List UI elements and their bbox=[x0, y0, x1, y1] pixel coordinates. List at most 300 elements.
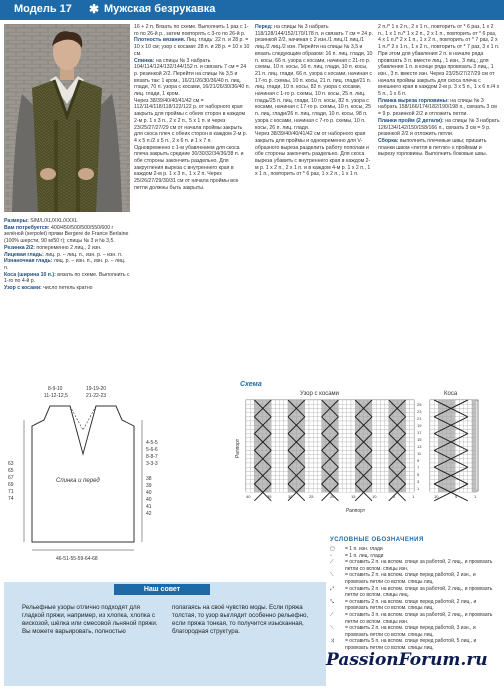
chart-cell bbox=[250, 421, 254, 425]
chart-cell bbox=[389, 476, 393, 480]
chart-cell bbox=[468, 480, 472, 484]
chart-cell bbox=[301, 442, 305, 446]
chart-cell bbox=[275, 480, 279, 484]
neck-band-paragraph: Планка выреза горловины: на спицы № 3 набрать 158/166/174/182/190/198 п., связать 3 см = 9 р. резинкой 2/2 и отложить петли. bbox=[378, 97, 497, 118]
chart-cell bbox=[292, 467, 296, 471]
chart-cell bbox=[267, 442, 271, 446]
x-tick-label: 35 bbox=[267, 494, 272, 499]
chart-cell bbox=[372, 408, 376, 412]
chart-cell bbox=[338, 438, 342, 442]
chart-cell bbox=[254, 408, 258, 412]
chart-cell bbox=[275, 450, 279, 454]
chart-cell bbox=[343, 425, 347, 429]
chart-cell bbox=[326, 446, 330, 450]
chart-cell bbox=[397, 463, 401, 467]
chart-cell bbox=[254, 459, 258, 463]
chart-cell bbox=[410, 400, 414, 404]
chart-cell bbox=[472, 446, 476, 450]
chart-cell bbox=[376, 476, 380, 480]
chart-cell bbox=[343, 471, 347, 475]
text-paragraph: Через 38/39/40/40/41/42 см = 112/114/118/118/122/122 р. от наборного края закрыть для проймы с обеих сторон в каждом 2-м р. 1 х 3 п., 2 х 2 п., 5 х 1 п. и через 23/25/27/27/29 см от начала проймы закрыть для скоса плеч с обеих сторон в каждом 2-м р. 4 х 5 п./2 х 5 п., 2 х 6 п. и 1 х 7 п. bbox=[134, 97, 248, 144]
chart-cell bbox=[338, 471, 342, 475]
chart-cell bbox=[313, 417, 317, 421]
chart-cell bbox=[430, 400, 434, 404]
chart-cell bbox=[259, 400, 263, 404]
chart-cell bbox=[347, 463, 351, 467]
reverse-stockinette-line: Изнаночная гладь: лиц. р. – изн. п., изн. р. – лиц. п. bbox=[4, 258, 126, 271]
chart-cell bbox=[313, 434, 317, 438]
chart-cell bbox=[254, 438, 258, 442]
chart-cell bbox=[393, 429, 397, 433]
chart-cell bbox=[359, 429, 363, 433]
chart-cell bbox=[330, 484, 334, 488]
x-tick-label: 5 bbox=[393, 494, 396, 499]
repeat-label-bottom: Раппорт bbox=[346, 508, 366, 514]
chart-cell bbox=[305, 459, 309, 463]
chart-cell bbox=[430, 404, 434, 408]
bottom-dim: 46-51-55-59-64-68 bbox=[56, 556, 98, 562]
left-dim: 74 bbox=[8, 496, 14, 502]
chart-cell bbox=[459, 438, 463, 442]
chart-cell bbox=[280, 484, 284, 488]
chart-cell bbox=[389, 421, 393, 425]
top-dim: 8-9-10 bbox=[48, 386, 63, 392]
chart-cell bbox=[459, 442, 463, 446]
chart-cell bbox=[322, 455, 326, 459]
chart-cell bbox=[338, 421, 342, 425]
advice-box bbox=[4, 582, 326, 686]
chart-cell bbox=[280, 400, 284, 404]
chart-cell bbox=[455, 429, 459, 433]
materials-line: Вам потребуется: 400/450/500/500/550/600 г зелёной (serpolet) пряжи Bergere de France Berlaine (100% шерсти, 90 м/50 г); спицы № 3 и № 3,5. bbox=[4, 224, 129, 245]
chart-cell bbox=[472, 471, 476, 475]
chart-cell bbox=[305, 438, 309, 442]
chart-cell bbox=[250, 471, 254, 475]
chart-cell bbox=[343, 488, 347, 492]
chart-cell bbox=[296, 480, 300, 484]
chart-cell bbox=[359, 467, 363, 471]
chart-cell bbox=[410, 446, 414, 450]
chart-cell bbox=[305, 434, 309, 438]
legend-item: ⤡ = оставить 2 п. на вспом. спице перед работой, 2 лиц., и провязать петли со вспом. спицы лиц. bbox=[330, 598, 477, 612]
chart-cell bbox=[472, 459, 476, 463]
chart-cell bbox=[267, 455, 271, 459]
chart-cell bbox=[292, 480, 296, 484]
chart-cell bbox=[250, 484, 254, 488]
chart-cell bbox=[347, 450, 351, 454]
chart-cell bbox=[451, 467, 455, 471]
chart-cell bbox=[305, 421, 309, 425]
text-paragraph: 2 п./* 1 х 2 п., 2 х 1 п., повторить от * 6 раз, 1 х 2 п., 1 х 1 п./* 1 х 2 п., 2 х 1 п., повторить от * 6 раз, 4 х 1 п./* 2 х 1 п., 1 х 2 п., повторить от * 7 раз, 2 х 1 п./* 2 х 1 п., 1 х 2 п., повторить от * 7 раз, 3 х 1 п. bbox=[378, 24, 500, 51]
chart-cell bbox=[406, 480, 410, 484]
chart-cell bbox=[313, 438, 317, 442]
chart-cell bbox=[372, 425, 376, 429]
chart-cell bbox=[301, 455, 305, 459]
chart-cell bbox=[430, 408, 434, 412]
chart-cell bbox=[280, 455, 284, 459]
chart-cell bbox=[305, 417, 309, 421]
chart-cell bbox=[313, 484, 317, 488]
chart-cell bbox=[347, 484, 351, 488]
chart-cell bbox=[317, 471, 321, 475]
chart-cell bbox=[406, 429, 410, 433]
chart-cell bbox=[468, 400, 472, 404]
chart-cell bbox=[267, 404, 271, 408]
chart-cell bbox=[292, 413, 296, 417]
chart-cell bbox=[246, 425, 250, 429]
chart-cell bbox=[334, 438, 338, 442]
chart-cell bbox=[292, 446, 296, 450]
chart-cell bbox=[359, 417, 363, 421]
x-tick-label: 1 bbox=[474, 494, 477, 499]
chart-cell bbox=[468, 442, 472, 446]
garment-pattern-diagram bbox=[4, 380, 236, 586]
chart-cell bbox=[334, 421, 338, 425]
chart-cell bbox=[451, 417, 455, 421]
chart-cell bbox=[343, 476, 347, 480]
chart-cell bbox=[271, 471, 275, 475]
chart-cell bbox=[250, 476, 254, 480]
chart-cell bbox=[301, 404, 305, 408]
chart-cell bbox=[455, 446, 459, 450]
chart-cell bbox=[459, 408, 463, 412]
chart-cell bbox=[430, 471, 434, 475]
chart-cell bbox=[305, 450, 309, 454]
chart-cell bbox=[351, 459, 355, 463]
chart-cell bbox=[317, 480, 321, 484]
chart-cell bbox=[472, 421, 476, 425]
chart-cell bbox=[455, 467, 459, 471]
chart-cell bbox=[434, 459, 438, 463]
x-tick-label: 10 bbox=[434, 494, 439, 499]
chart-cell bbox=[393, 463, 397, 467]
top-dim: 21-22-23 bbox=[86, 393, 107, 399]
chart-cell bbox=[313, 404, 317, 408]
chart-cell bbox=[351, 438, 355, 442]
chart-cell bbox=[313, 467, 317, 471]
chart-cell bbox=[430, 467, 434, 471]
chart-cell bbox=[376, 408, 380, 412]
chart-cell bbox=[254, 471, 258, 475]
chart-cell bbox=[406, 476, 410, 480]
chart-cell bbox=[410, 476, 414, 480]
chart-cell bbox=[472, 429, 476, 433]
chart-cell bbox=[347, 467, 351, 471]
y-tick-label: 21 bbox=[417, 416, 422, 421]
chart-cell bbox=[301, 476, 305, 480]
chart-cell bbox=[355, 488, 359, 492]
chart-cell bbox=[347, 446, 351, 450]
chart-cell bbox=[322, 425, 326, 429]
back-paragraph: Спинка: на спицы № 3 набрать 104/114/124/132/144/152 п. и связать 7 см = 24 р. резинкой 2/2. Перейти на спицы № 3,5 и вязать так: 1 кром., 16/21/26/30/36/40 п. лиц. глади, 70 п. узора с косами, 16/21/26/30/36/40 п. лиц. глади, 1 кром. bbox=[134, 57, 251, 98]
chart-cell bbox=[284, 421, 288, 425]
chart-cell bbox=[246, 417, 250, 421]
chart-cell bbox=[338, 480, 342, 484]
chart-cell bbox=[451, 429, 455, 433]
chart-cell bbox=[347, 429, 351, 433]
chart-cell bbox=[271, 429, 275, 433]
chart-cell bbox=[372, 434, 376, 438]
chart-cell bbox=[380, 476, 384, 480]
chart-cell bbox=[347, 408, 351, 412]
chart-cell bbox=[380, 484, 384, 488]
chart-cell bbox=[334, 425, 338, 429]
chart-cell bbox=[380, 442, 384, 446]
chart-cell bbox=[275, 404, 279, 408]
chart-cell bbox=[309, 455, 313, 459]
chart-cell bbox=[410, 438, 414, 442]
chart-cell bbox=[305, 476, 309, 480]
chart-cell bbox=[372, 446, 376, 450]
chart-cell bbox=[263, 417, 267, 421]
chart-cell bbox=[284, 463, 288, 467]
chart-cell bbox=[296, 446, 300, 450]
chart-cell bbox=[372, 450, 376, 454]
chart-cell bbox=[330, 400, 334, 404]
chart-cell bbox=[468, 446, 472, 450]
chart-cell bbox=[380, 425, 384, 429]
chart-cell bbox=[326, 467, 330, 471]
chart-cell bbox=[372, 471, 376, 475]
chart-cell bbox=[376, 484, 380, 488]
chart-cell bbox=[472, 488, 476, 492]
chart-cell bbox=[317, 417, 321, 421]
chart-cell bbox=[313, 413, 317, 417]
chart-cell bbox=[472, 413, 476, 417]
chart-cell bbox=[280, 413, 284, 417]
chart-cell bbox=[389, 404, 393, 408]
chart-cell bbox=[468, 476, 472, 480]
chart-cell bbox=[464, 476, 468, 480]
left-dim: 67 bbox=[8, 475, 14, 481]
chart-cell bbox=[288, 476, 292, 480]
chart-cell bbox=[380, 471, 384, 475]
chart-cell bbox=[359, 484, 363, 488]
chart-cell bbox=[322, 459, 326, 463]
advice-text-right: полагаясь на своё чувство моды. Если пряжа толстая, то узор выглядит особенно рельефно, если пряжа тонкая, то получится изысканная, благородная структура. bbox=[172, 604, 309, 635]
rib-stitch-line: Резинка 2/2: попеременно 2 лиц., 2 изн. bbox=[4, 244, 102, 251]
chart-cell bbox=[317, 484, 321, 488]
chart-cell bbox=[317, 442, 321, 446]
chart-cell bbox=[254, 442, 258, 446]
chart-cell bbox=[347, 425, 351, 429]
chart-cell bbox=[372, 438, 376, 442]
chart-cell bbox=[343, 484, 347, 488]
chart-cell bbox=[250, 434, 254, 438]
chart-cell bbox=[430, 484, 434, 488]
chart-cell bbox=[259, 446, 263, 450]
instructions-column-4 bbox=[378, 24, 500, 158]
chart-cell bbox=[246, 446, 250, 450]
chart-cell bbox=[406, 434, 410, 438]
chart-cell bbox=[246, 404, 250, 408]
chart-cell bbox=[343, 429, 347, 433]
chart-cell bbox=[284, 480, 288, 484]
chart-cell bbox=[330, 429, 334, 433]
chart-cell bbox=[468, 471, 472, 475]
chart-cell bbox=[380, 434, 384, 438]
chart-cell bbox=[259, 450, 263, 454]
chart-cell bbox=[313, 471, 317, 475]
chart-cell bbox=[292, 429, 296, 433]
chart-cell bbox=[309, 417, 313, 421]
chart-cell bbox=[305, 467, 309, 471]
chart-cell bbox=[275, 488, 279, 492]
chart-cell bbox=[284, 476, 288, 480]
right-dim: 41 bbox=[146, 504, 152, 510]
chart-cell bbox=[472, 417, 476, 421]
chart-cell bbox=[443, 434, 447, 438]
chart-cell bbox=[296, 434, 300, 438]
chart-cell bbox=[385, 421, 389, 425]
cable-left-symbol-icon: ⟍ bbox=[330, 625, 334, 632]
chart-cell bbox=[447, 480, 451, 484]
chart-cell bbox=[372, 480, 376, 484]
chart-cell bbox=[275, 467, 279, 471]
chart-cell bbox=[296, 429, 300, 433]
chart-cell bbox=[338, 404, 342, 408]
chart-cell bbox=[455, 450, 459, 454]
chart-cell bbox=[292, 434, 296, 438]
chart-cell bbox=[246, 434, 250, 438]
watermark: PassionForum.ru bbox=[326, 650, 488, 670]
chart-cell bbox=[455, 413, 459, 417]
chart-cell bbox=[430, 417, 434, 421]
chart-cell bbox=[305, 404, 309, 408]
chart-cell bbox=[468, 408, 472, 412]
chart-cell bbox=[275, 446, 279, 450]
chart-cell bbox=[376, 413, 380, 417]
chart-cell bbox=[334, 442, 338, 446]
chart-cell bbox=[443, 413, 447, 417]
chart-cell bbox=[451, 450, 455, 454]
chart-cell bbox=[351, 429, 355, 433]
chart-cell bbox=[309, 484, 313, 488]
chart-cell bbox=[263, 400, 267, 404]
chart-cell bbox=[410, 463, 414, 467]
chart-cell bbox=[406, 488, 410, 492]
text-paragraph: Одновременно с 1-м убавлением для скоса плеча закрыть средние 30/30/32/34/36/38 п. и обе стороны закончить раздельно. Для закругления выреза с внутреннего края в каждом 2-м р. 1 х 3 п., 1 х 2 п. Через 25/26/27/29/30/31 см от начала проймы все петли должны быть закрыты. bbox=[134, 144, 244, 191]
chart-cell bbox=[280, 450, 284, 454]
legend-item: ▢ = 1 п. изн. глади bbox=[330, 546, 383, 552]
chart-cell bbox=[305, 471, 309, 475]
chart-cell bbox=[464, 421, 468, 425]
chart-cell bbox=[389, 455, 393, 459]
right-dim: 42 bbox=[146, 511, 152, 517]
chart-cell bbox=[430, 413, 434, 417]
chart-cell bbox=[385, 455, 389, 459]
chart-cell bbox=[393, 400, 397, 404]
chart-cell bbox=[385, 417, 389, 421]
chart-cell bbox=[406, 459, 410, 463]
chart-cell bbox=[317, 438, 321, 442]
chart-cell bbox=[343, 450, 347, 454]
chart-cell bbox=[430, 425, 434, 429]
chart-cell bbox=[313, 459, 317, 463]
chart-cell bbox=[430, 463, 434, 467]
chart-cell bbox=[347, 480, 351, 484]
chart-cell bbox=[338, 463, 342, 467]
vest-photo-illustration bbox=[4, 24, 130, 212]
chart-cell bbox=[280, 404, 284, 408]
chart-cell bbox=[288, 455, 292, 459]
chart-cell bbox=[322, 488, 326, 492]
chart-cell bbox=[372, 413, 376, 417]
chart-cell bbox=[368, 408, 372, 412]
chart-cell bbox=[468, 413, 472, 417]
chart-cell bbox=[271, 442, 275, 446]
chart-cell bbox=[296, 484, 300, 488]
chart-cell bbox=[322, 404, 326, 408]
chart-cell bbox=[351, 450, 355, 454]
armhole-band-paragraph: Планки пройм (2 детали): на спицы № 3 набрать 126/134/142/150/158/166 п., связать 3 см = 9 р. резинкой 2/2 и отложить петли. bbox=[378, 117, 500, 138]
chart-cell bbox=[464, 455, 468, 459]
chart-cell bbox=[284, 488, 288, 492]
front-paragraph: Перед: на спицы № 3 набрать 118/128/144/152/170/178 п. и связать 7 см = 24 р. резинкой 2/2, начиная с 2 изн./1 лиц./1 лиц./1 лиц./2 лиц./2 изн. Перейти на спицы № 3,5 и вязать следующим образом: 16 п. лиц. глади, 10 п. косы, 66 п. узора с косами, начиная с 21-го р. схемы, 10 п. косы, 16 п. лиц. глади, 10 п. косы, 21 п. лиц. глади, 66 п. узора с косами, начиная с 17-го р. схемы, 10 п. косы, 21 п. лиц. глади/21 п. лиц. глади, 10 п. косы, 82 п. узора с косами, начиная с 1-го р. схемы, 10 п. косы, 25 п. лиц. гладь/25 п. лиц. глади, 10 п. косы, 82 п. узора с косами, начиная с 17-го р. схемы, 10 п. косы, 25 п. лиц. глади/26 п. лиц. глади, 10 п. косы, 98 п. узора с косами, начиная с 7-го р. схемы, 10 п. косы, 26 п. лиц. глади. bbox=[255, 24, 373, 131]
chart-cell bbox=[401, 442, 405, 446]
y-tick-label: 15 bbox=[417, 437, 422, 442]
chart-cell bbox=[372, 429, 376, 433]
chart-cell bbox=[472, 463, 476, 467]
chart-cell bbox=[317, 450, 321, 454]
chart-cell bbox=[338, 408, 342, 412]
chart-cell bbox=[368, 442, 372, 446]
chart-cell bbox=[313, 400, 317, 404]
chart-cell bbox=[288, 459, 292, 463]
chart-cell bbox=[338, 488, 342, 492]
chart-cell bbox=[254, 455, 258, 459]
chart-cell bbox=[447, 429, 451, 433]
chart-cell bbox=[246, 480, 250, 484]
chart-cell bbox=[459, 471, 463, 475]
left-dim: 65 bbox=[8, 468, 14, 474]
chart-cell bbox=[263, 484, 267, 488]
model-number: Модель 17 bbox=[14, 3, 72, 15]
chart-cell bbox=[334, 404, 338, 408]
chart-cell bbox=[410, 421, 414, 425]
chart-cell bbox=[250, 404, 254, 408]
chart-cell bbox=[309, 438, 313, 442]
y-tick-label: 9 bbox=[417, 458, 420, 463]
chart-cell bbox=[468, 488, 472, 492]
chart-cell bbox=[275, 434, 279, 438]
chart-cell bbox=[434, 442, 438, 446]
chart-cell bbox=[406, 421, 410, 425]
chart-cell bbox=[380, 438, 384, 442]
chart-cell bbox=[267, 488, 271, 492]
chart-cell bbox=[250, 417, 254, 421]
chart-cell bbox=[280, 434, 284, 438]
chart-cell bbox=[472, 438, 476, 442]
chart-cell bbox=[372, 459, 376, 463]
chart-cell bbox=[459, 421, 463, 425]
chart-cell bbox=[326, 484, 330, 488]
chart-cell bbox=[288, 421, 292, 425]
chart-cell bbox=[385, 488, 389, 492]
chart-cell bbox=[250, 446, 254, 450]
chart-cell bbox=[351, 467, 355, 471]
chart-cell bbox=[343, 467, 347, 471]
x-tick-label: 10 bbox=[372, 494, 377, 499]
chart-cell bbox=[284, 471, 288, 475]
chart-cell bbox=[434, 488, 438, 492]
chart-cell bbox=[355, 421, 359, 425]
chart-cell bbox=[275, 455, 279, 459]
chart-cell bbox=[397, 417, 401, 421]
y-tick-label: 25 bbox=[417, 402, 422, 407]
chart-cell bbox=[355, 476, 359, 480]
chart-cell bbox=[330, 450, 334, 454]
